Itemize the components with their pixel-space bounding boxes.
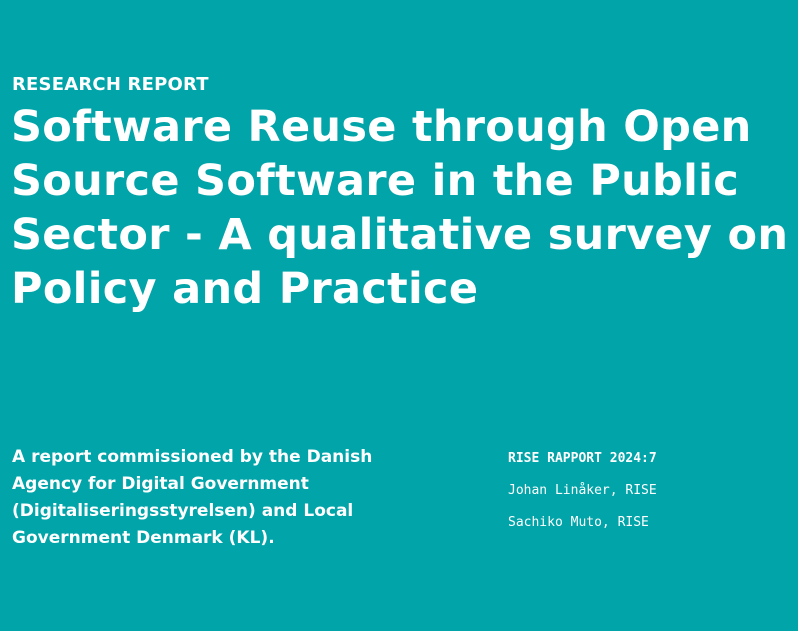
report-meta	[508, 450, 788, 546]
author-1: Johan Linåker, RISE	[508, 483, 657, 498]
report-subtitle: A report commissioned by the Danish Agency for Digital Government (Digitaliseringsstyrelsen) and Local Government Denmark (KL).	[12, 447, 373, 548]
report-title: Software Reuse through Open Source Software in the Public Sector - A qualitative survey on Policy and Practice	[11, 102, 789, 314]
author-2: Sachiko Muto, RISE	[508, 515, 649, 530]
report-category: RESEARCH REPORT	[12, 74, 209, 95]
report-number: RISE RAPPORT 2024:7	[508, 451, 657, 466]
